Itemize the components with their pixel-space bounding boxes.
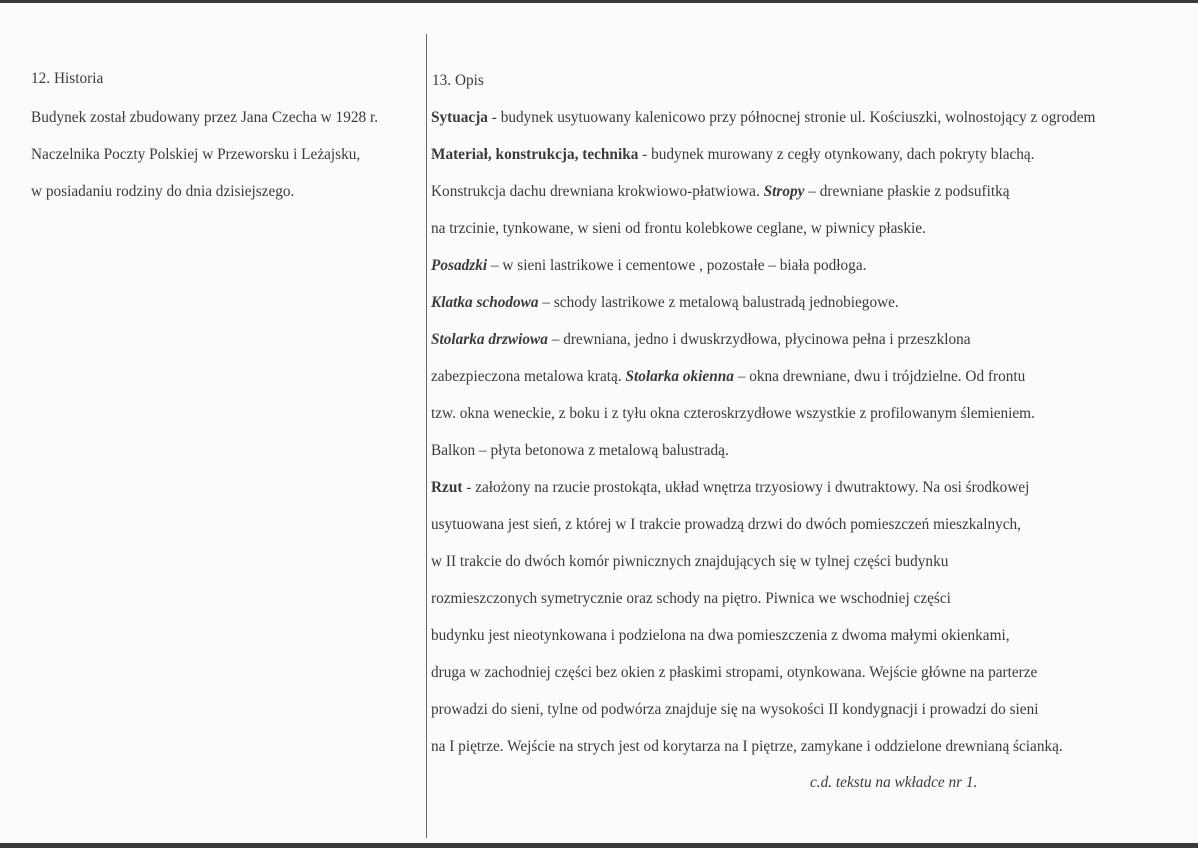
ceilings-label: Stropy bbox=[763, 183, 805, 200]
grille-text: zabezpieczona metalowa kratą. bbox=[431, 368, 626, 385]
window-joinery-text: – okna drewniane, dwu i trójdzielne. Od frontu bbox=[733, 368, 1026, 385]
description-line-10: Balkon – płyta betonowa z metalową balustradą. bbox=[431, 442, 729, 459]
description-line-1 bbox=[431, 109, 1095, 127]
history-line-1: Budynek został zbudowany przez Jana Czecha w 1928 r. bbox=[31, 109, 379, 126]
description-line-12: usytuowana jest sień, z której w I trakcie prowadzą drzwi do dwóch pomieszczeń mieszkalnych, bbox=[431, 516, 1021, 533]
description-heading: 13. Opis bbox=[432, 72, 484, 89]
description-line-13: w II trakcie do dwóch komór piwnicznych znajdujących się w tylnej części budynku bbox=[431, 553, 949, 570]
description-line-9: tzw. okna weneckie, z boku i z tyłu okna czteroskrzydłowe wszystkie z profilowanym ślemieniem. bbox=[431, 405, 1035, 422]
situation-label: Sytuacja bbox=[431, 109, 488, 126]
description-line-14: rozmieszczonych symetrycznie oraz schody na piętro. Piwnica we wschodniej części bbox=[431, 590, 951, 607]
description-line-17: prowadzi do sieni, tylne od podwórza znajduje się na wysokości II kondygnacji i prowadzi do sieni bbox=[431, 701, 1039, 718]
description-line-15: budynku jest nieotynkowana i podzielona na dwa pomieszczenia z dwoma małymi okienkami, bbox=[431, 627, 1010, 644]
description-line-8 bbox=[431, 368, 1025, 386]
door-joinery-label: Stolarka drzwiowa bbox=[431, 331, 548, 348]
description-line-16: druga w zachodniej części bez okien z płaskimi stropami, otynkowana. Wejście główne na parterze bbox=[431, 664, 1038, 681]
door-joinery-text: – drewniana, jedno i dwuskrzydłowa, płycinowa pełna i przeszklona bbox=[547, 331, 971, 348]
scan-bottom-edge bbox=[0, 843, 1198, 848]
history-line-3: w posiadaniu rodziny do dnia dzisiejszego. bbox=[31, 183, 295, 200]
situation-text: - budynek usytuowany kalenicowo przy północnej stronie ul. Kościuszki, wolnostojący z ogrodem bbox=[487, 109, 1096, 126]
plan-text: - założony na rzucie prostokąta, układ wnętrza trzyosiowy i dwutraktowy. Na osi środkowej bbox=[462, 479, 1030, 496]
staircase-label: Klatka schodowa bbox=[431, 294, 539, 311]
description-line-11 bbox=[431, 479, 1029, 497]
description-line-18: na I piętrze. Wejście na strych jest od korytarza na I piętrze, zamykane i oddzielone drewnianą ścianką. bbox=[431, 738, 1063, 755]
continuation-note: c.d. tekstu na wkładce nr 1. bbox=[810, 774, 978, 791]
description-line-3 bbox=[431, 183, 1010, 201]
column-divider bbox=[426, 34, 427, 838]
description-line-6 bbox=[431, 294, 899, 312]
window-joinery-label: Stolarka okienna bbox=[625, 368, 734, 385]
material-text: - budynek murowany z cegły otynkowany, dach pokryty blachą. bbox=[638, 146, 1035, 163]
history-heading: 12. Historia bbox=[31, 70, 104, 87]
description-line-7 bbox=[431, 331, 971, 349]
scan-top-edge bbox=[0, 0, 1198, 3]
description-line-5 bbox=[431, 257, 866, 275]
floors-label: Posadzki bbox=[431, 257, 488, 274]
material-label: Materiał, konstrukcja, technika bbox=[431, 146, 639, 163]
history-line-2: Naczelnika Poczty Polskiej w Przeworsku i Leżajsku, bbox=[31, 146, 361, 163]
plan-label: Rzut bbox=[431, 479, 463, 496]
description-line-2 bbox=[431, 146, 1035, 164]
staircase-text: – schody lastrikowe z metalową balustradą jednobiegowe. bbox=[538, 294, 899, 311]
ceilings-text: – drewniane płaskie z podsufitką bbox=[804, 183, 1010, 200]
roof-text: Konstrukcja dachu drewniana krokwiowo-płatwiowa. bbox=[431, 183, 764, 200]
description-line-4: na trzcinie, tynkowane, w sieni od frontu kolebkowe ceglane, w piwnicy płaskie. bbox=[431, 220, 926, 237]
floors-text: – w sieni lastrikowe i cementowe , pozostałe – biała podłoga. bbox=[487, 257, 867, 274]
